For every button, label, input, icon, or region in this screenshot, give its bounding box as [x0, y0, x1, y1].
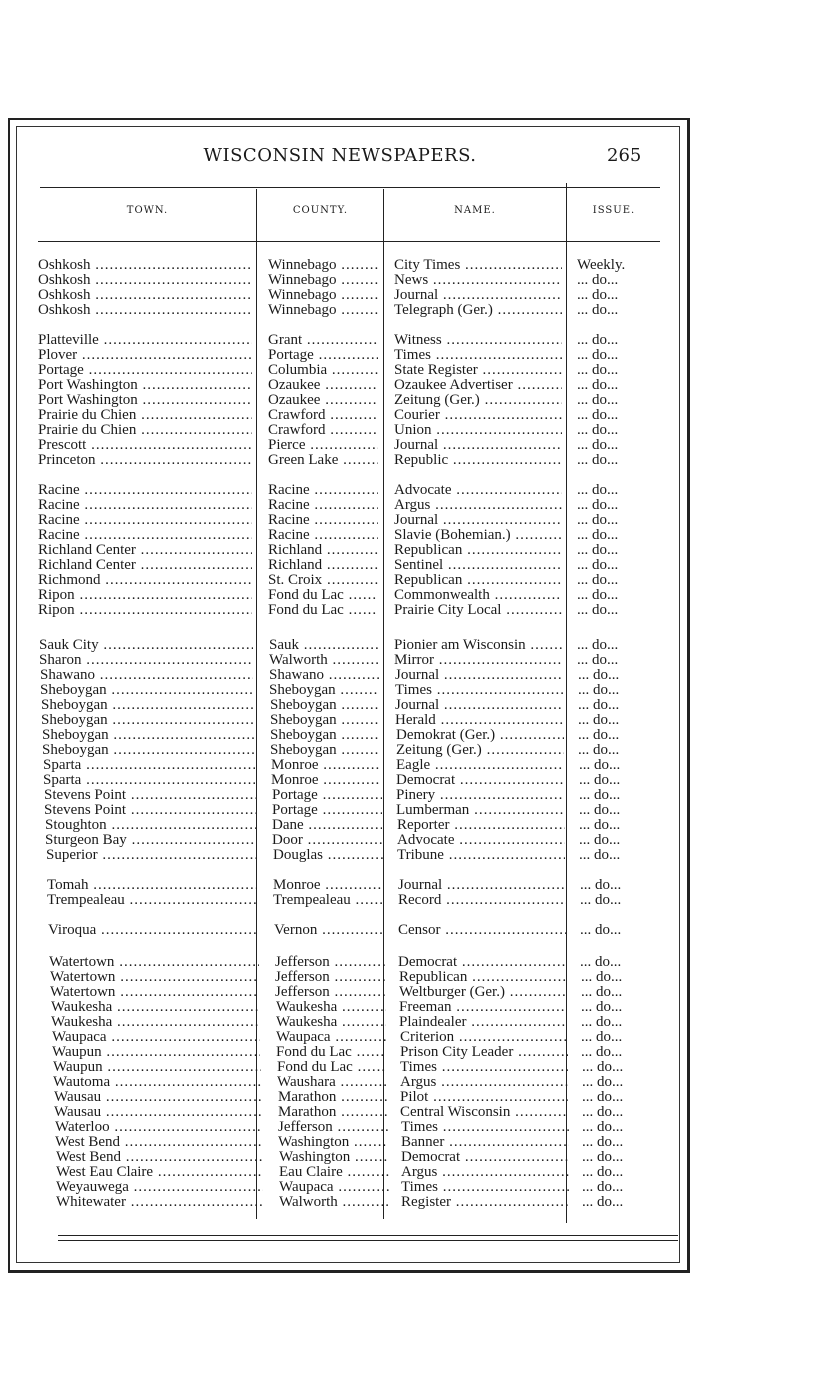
town-cell: Wausau ..... [54, 1090, 262, 1105]
table-row [0, 348, 680, 363]
county-cell: Crawford ..... [268, 408, 378, 423]
issue-cell: ... do... [582, 1165, 624, 1180]
name-cell: Freeman ..... [399, 1000, 567, 1015]
town-cell: Waukesha ..... [51, 1000, 260, 1015]
town-cell: Oshkosh ..... [38, 303, 252, 318]
name-cell: Plaindealer ..... [399, 1015, 567, 1030]
town-cell: Wausau ..... [54, 1105, 262, 1120]
name-cell: Journal ..... [398, 878, 566, 893]
footer-rule-top [58, 1235, 678, 1236]
name-cell: Slavie (Bohemian.) ..... [394, 528, 562, 543]
table-row [0, 743, 680, 758]
table-row [0, 303, 680, 318]
issue-cell: ... do... [581, 1015, 623, 1030]
name-cell: Advocate ..... [397, 833, 565, 848]
town-cell: Sheboygan ..... [41, 713, 254, 728]
county-cell: Waushara ..... [277, 1075, 387, 1090]
issue-cell: ... do... [581, 1045, 623, 1060]
issue-cell: ... do... [577, 528, 619, 543]
town-cell: Richland Center ..... [38, 543, 252, 558]
county-cell: Sheboygan ..... [270, 698, 380, 713]
county-cell: Monroe ..... [271, 758, 381, 773]
county-cell: Vernon ..... [274, 923, 384, 938]
town-cell: Sheboygan ..... [42, 743, 254, 758]
county-cell: Shawano ..... [269, 668, 379, 683]
table-row [0, 393, 680, 408]
issue-cell: ... do... [582, 1195, 624, 1210]
name-cell: Eagle ..... [396, 758, 564, 773]
town-cell: Stoughton ..... [45, 818, 256, 833]
footer-rule-bottom [58, 1240, 678, 1241]
name-cell: Central Wisconsin ..... [400, 1105, 568, 1120]
table-row [0, 1060, 680, 1075]
county-cell: Fond du Lac ..... [277, 1060, 387, 1075]
county-cell: Ozaukee ..... [268, 393, 378, 408]
name-cell: Tribune ..... [397, 848, 565, 863]
name-cell: Prison City Leader ..... [400, 1045, 568, 1060]
town-cell: Stevens Point ..... [44, 788, 256, 803]
county-cell: Racine ..... [268, 498, 378, 513]
table-row [0, 378, 680, 393]
page-title: WISCONSIN NEWSPAPERS. [203, 145, 477, 166]
table-row [0, 653, 680, 668]
county-cell: Winnebago ..... [268, 288, 378, 303]
county-cell: Green Lake ..... [268, 453, 378, 468]
town-cell: Prairie du Chien ..... [38, 423, 252, 438]
issue-cell: ... do... [577, 588, 619, 603]
table-row [0, 1090, 680, 1105]
issue-cell: ... do... [577, 453, 619, 468]
issue-cell: ... do... [580, 955, 622, 970]
name-cell: Times ..... [401, 1180, 569, 1195]
town-cell: Ripon ..... [38, 603, 252, 618]
county-cell: Jefferson ..... [278, 1120, 388, 1135]
issue-cell: ... do... [577, 288, 619, 303]
table-row [0, 985, 680, 1000]
town-cell: Ripon ..... [38, 588, 252, 603]
town-cell: Port Washington ..... [38, 378, 252, 393]
table-row [0, 773, 680, 788]
column-header-name: NAME. [454, 205, 496, 216]
name-cell: Zeitung (Ger.) ..... [394, 393, 562, 408]
county-cell: Marathon ..... [278, 1105, 388, 1120]
name-cell: Demokrat (Ger.) ..... [396, 728, 564, 743]
issue-cell: ... do... [577, 393, 619, 408]
county-cell: Douglas ..... [273, 848, 383, 863]
county-cell: Winnebago ..... [268, 258, 378, 273]
table-row [0, 1000, 680, 1015]
table-row [0, 698, 680, 713]
county-cell: Trempealeau ..... [273, 893, 383, 908]
name-cell: Times ..... [394, 348, 562, 363]
issue-cell: ... do... [582, 1135, 624, 1150]
county-cell: Racine ..... [268, 483, 378, 498]
table-row [0, 408, 680, 423]
town-cell: Racine ..... [38, 528, 252, 543]
table-row [0, 483, 680, 498]
table-row [0, 588, 680, 603]
county-cell: Racine ..... [268, 528, 378, 543]
name-cell: Weltburger (Ger.) ..... [399, 985, 567, 1000]
table-row [0, 638, 680, 653]
issue-cell: ... do... [582, 1150, 624, 1165]
town-cell: Viroqua ..... [48, 923, 258, 938]
table-row [0, 1030, 680, 1045]
county-cell: Richland ..... [268, 558, 378, 573]
table-row [0, 893, 680, 908]
county-cell: Grant ..... [268, 333, 378, 348]
town-cell: Waterloo ..... [55, 1120, 262, 1135]
name-cell: Republic ..... [394, 453, 562, 468]
name-cell: Times ..... [400, 1060, 568, 1075]
name-cell: Times ..... [401, 1120, 569, 1135]
table-row [0, 758, 680, 773]
county-cell: Sheboygan ..... [270, 713, 380, 728]
issue-cell: ... do... [582, 1180, 624, 1195]
issue-cell: ... do... [579, 848, 621, 863]
table-row [0, 923, 680, 938]
issue-cell: ... do... [577, 363, 619, 378]
town-cell: Princeton ..... [38, 453, 252, 468]
name-cell: Register ..... [401, 1195, 569, 1210]
name-cell: Record ..... [398, 893, 566, 908]
town-cell: Racine ..... [38, 483, 252, 498]
issue-cell: ... do... [579, 758, 621, 773]
name-cell: Journal ..... [394, 288, 562, 303]
table-row [0, 558, 680, 573]
town-cell: Superior ..... [46, 848, 257, 863]
town-cell: Waukesha ..... [51, 1015, 260, 1030]
table-row [0, 438, 680, 453]
town-cell: Prairie du Chien ..... [38, 408, 252, 423]
issue-cell: ... do... [582, 1075, 624, 1090]
name-cell: Banner ..... [401, 1135, 569, 1150]
town-cell: Watertown ..... [50, 970, 259, 985]
name-cell: Journal ..... [394, 438, 562, 453]
town-cell: Wautoma ..... [53, 1075, 261, 1090]
town-cell: Racine ..... [38, 513, 252, 528]
issue-cell: ... do... [582, 1090, 624, 1105]
table-row [0, 498, 680, 513]
table-row [0, 1150, 680, 1165]
name-cell: Journal ..... [394, 513, 562, 528]
column-header-issue: ISSUE. [592, 205, 636, 216]
column-header-county: COUNTY. [292, 205, 349, 216]
town-cell: West Bend ..... [56, 1150, 263, 1165]
issue-cell: ... do... [577, 543, 619, 558]
table-row [0, 288, 680, 303]
town-cell: Sheboygan ..... [42, 728, 254, 743]
county-cell: Columbia ..... [268, 363, 378, 378]
name-cell: Ozaukee Advertiser ..... [394, 378, 562, 393]
issue-cell: ... do... [579, 773, 621, 788]
county-cell: Dane ..... [272, 818, 382, 833]
county-cell: Fond du Lac ..... [268, 588, 378, 603]
town-cell: Waupaca ..... [52, 1030, 260, 1045]
town-cell: Tomah ..... [47, 878, 257, 893]
name-cell: Mirror ..... [394, 653, 562, 668]
name-cell: Republican ..... [394, 573, 562, 588]
issue-cell: ... do... [577, 603, 619, 618]
name-cell: State Register ..... [394, 363, 562, 378]
name-cell: Criterion ..... [400, 1030, 568, 1045]
town-cell: West Bend ..... [55, 1135, 262, 1150]
town-cell: Port Washington ..... [38, 393, 252, 408]
table-row [0, 1075, 680, 1090]
town-cell: Oshkosh ..... [38, 288, 252, 303]
town-cell: Watertown ..... [50, 985, 259, 1000]
table-row [0, 878, 680, 893]
county-cell: Waupaca ..... [279, 1180, 389, 1195]
county-cell: Waukesha ..... [276, 1000, 386, 1015]
town-cell: Shawano ..... [40, 668, 253, 683]
town-cell: Waupun ..... [53, 1060, 261, 1075]
name-cell: Telegraph (Ger.) ..... [394, 303, 562, 318]
name-cell: Pionier am Wisconsin ..... [394, 638, 562, 653]
table-row [0, 528, 680, 543]
county-cell: Walworth ..... [279, 1195, 389, 1210]
county-cell: Ozaukee ..... [268, 378, 378, 393]
issue-cell: ... do... [578, 713, 620, 728]
town-cell: Plover ..... [38, 348, 252, 363]
town-cell: Whitewater ..... [56, 1195, 263, 1210]
name-cell: Argus ..... [394, 498, 562, 513]
table-row [0, 803, 680, 818]
county-cell: Monroe ..... [273, 878, 383, 893]
county-cell: Monroe ..... [271, 773, 381, 788]
table-row [0, 1105, 680, 1120]
county-cell: Walworth ..... [269, 653, 379, 668]
name-cell: Reporter ..... [397, 818, 565, 833]
county-cell: Crawford ..... [268, 423, 378, 438]
issue-cell: ... do... [582, 1120, 624, 1135]
county-cell: Waupaca ..... [276, 1030, 386, 1045]
county-cell: Winnebago ..... [268, 303, 378, 318]
table-row [0, 543, 680, 558]
name-cell: Prairie City Local ..... [394, 603, 562, 618]
town-cell: Stevens Point ..... [44, 803, 256, 818]
issue-cell: ... do... [577, 498, 619, 513]
issue-cell: ... do... [582, 1105, 624, 1120]
town-cell: Oshkosh ..... [38, 258, 252, 273]
issue-cell: ... do... [581, 985, 623, 1000]
issue-cell: ... do... [577, 653, 619, 668]
column-header-town: TOWN. [126, 205, 169, 216]
issue-cell: ... do... [578, 698, 620, 713]
town-cell: Racine ..... [38, 498, 252, 513]
table-row [0, 1120, 680, 1135]
table-row [0, 333, 680, 348]
county-cell: St. Croix ..... [268, 573, 378, 588]
name-cell: Commonwealth ..... [394, 588, 562, 603]
table-row [0, 603, 680, 618]
town-cell: Richmond ..... [38, 573, 252, 588]
county-cell: Washington ..... [279, 1150, 389, 1165]
name-cell: Witness ..... [394, 333, 562, 348]
county-cell: Jefferson ..... [275, 985, 385, 1000]
issue-cell: ... do... [577, 348, 619, 363]
issue-cell: ... do... [577, 573, 619, 588]
county-cell: Washington ..... [278, 1135, 388, 1150]
name-cell: Argus ..... [400, 1075, 568, 1090]
issue-cell: ... do... [577, 558, 619, 573]
county-cell: Waukesha ..... [276, 1015, 386, 1030]
name-cell: Democrat ..... [401, 1150, 569, 1165]
issue-cell: ... do... [580, 923, 622, 938]
name-cell: Sentinel ..... [394, 558, 562, 573]
table-row [0, 273, 680, 288]
issue-cell: ... do... [577, 273, 619, 288]
town-cell: Watertown ..... [49, 955, 259, 970]
table-row [0, 258, 680, 273]
issue-cell: ... do... [580, 893, 622, 908]
town-cell: Sheboygan ..... [41, 698, 254, 713]
town-cell: Sharon ..... [39, 653, 253, 668]
county-cell: Sheboygan ..... [270, 728, 380, 743]
issue-cell: ... do... [578, 668, 620, 683]
name-cell: Herald ..... [395, 713, 563, 728]
name-cell: Democrat ..... [396, 773, 564, 788]
table-row [0, 683, 680, 698]
county-cell: Winnebago ..... [268, 273, 378, 288]
name-cell: Times ..... [395, 683, 563, 698]
issue-cell: ... do... [577, 423, 619, 438]
town-cell: Sturgeon Bay ..... [45, 833, 256, 848]
name-cell: Advocate ..... [394, 483, 562, 498]
county-cell: Eau Claire ..... [279, 1165, 389, 1180]
town-cell: Richland Center ..... [38, 558, 252, 573]
town-cell: Sauk City ..... [39, 638, 253, 653]
issue-cell: ... do... [577, 303, 619, 318]
issue-cell: ... do... [581, 1000, 623, 1015]
name-cell: Republican ..... [394, 543, 562, 558]
town-cell: West Eau Claire ..... [56, 1165, 263, 1180]
table-row [0, 573, 680, 588]
issue-cell: ... do... [577, 408, 619, 423]
table-row [0, 423, 680, 438]
issue-cell: ... do... [580, 878, 622, 893]
town-cell: Sparta ..... [43, 773, 255, 788]
town-cell: Oshkosh ..... [38, 273, 252, 288]
county-cell: Marathon ..... [278, 1090, 388, 1105]
table-row [0, 728, 680, 743]
county-cell: Portage ..... [268, 348, 378, 363]
county-cell: Portage ..... [272, 803, 382, 818]
county-cell: Sauk ..... [269, 638, 379, 653]
table-row [0, 1195, 680, 1210]
table-row [0, 513, 680, 528]
table-row [0, 1045, 680, 1060]
town-cell: Sparta ..... [43, 758, 255, 773]
county-cell: Sheboygan ..... [270, 743, 380, 758]
table-row [0, 970, 680, 985]
name-cell: Union ..... [394, 423, 562, 438]
county-cell: Fond du Lac ..... [276, 1045, 386, 1060]
table-row [0, 363, 680, 378]
issue-cell: ... do... [577, 378, 619, 393]
table-row [0, 1180, 680, 1195]
town-cell: Portage ..... [38, 363, 252, 378]
table-row [0, 1015, 680, 1030]
name-cell: City Times ..... [394, 258, 562, 273]
issue-cell: ... do... [578, 728, 620, 743]
table-row [0, 713, 680, 728]
issue-cell: ... do... [577, 638, 619, 653]
name-cell: Courier ..... [394, 408, 562, 423]
town-cell: Prescott ..... [38, 438, 252, 453]
town-cell: Waupun ..... [52, 1045, 260, 1060]
town-cell: Sheboygan ..... [40, 683, 253, 698]
page-number: 265 [607, 145, 642, 166]
county-cell: Pierce ..... [268, 438, 378, 453]
name-cell: Lumberman ..... [396, 803, 564, 818]
town-cell: Platteville ..... [38, 333, 252, 348]
name-cell: Zeitung (Ger.) ..... [396, 743, 564, 758]
issue-cell: ... do... [579, 788, 621, 803]
table-row [0, 955, 680, 970]
table-row [0, 848, 680, 863]
issue-cell: ... do... [578, 743, 620, 758]
issue-cell: ... do... [578, 683, 620, 698]
name-cell: Journal ..... [395, 698, 563, 713]
issue-cell: ... do... [577, 438, 619, 453]
table-row [0, 453, 680, 468]
county-cell: Sheboygan ..... [269, 683, 379, 698]
name-cell: News ..... [394, 273, 562, 288]
name-cell: Journal ..... [395, 668, 563, 683]
issue-cell: ... do... [577, 483, 619, 498]
county-cell: Door ..... [272, 833, 382, 848]
issue-cell: ... do... [581, 970, 623, 985]
issue-cell: ... do... [579, 803, 621, 818]
town-cell: Trempealeau ..... [47, 893, 257, 908]
county-cell: Racine ..... [268, 513, 378, 528]
name-cell: Censor ..... [398, 923, 566, 938]
table-row [0, 818, 680, 833]
name-cell: Republican ..... [399, 970, 567, 985]
header-rule-top [40, 187, 660, 188]
issue-cell: ... do... [577, 513, 619, 528]
name-cell: Democrat ..... [398, 955, 566, 970]
county-cell: Richland ..... [268, 543, 378, 558]
table-row [0, 668, 680, 683]
county-cell: Jefferson ..... [275, 970, 385, 985]
table-row [0, 833, 680, 848]
name-cell: Argus ..... [401, 1165, 569, 1180]
table-row [0, 1165, 680, 1180]
county-cell: Jefferson ..... [275, 955, 385, 970]
issue-cell: Weekly. [577, 258, 626, 273]
table-row [0, 1135, 680, 1150]
name-cell: Pinery ..... [396, 788, 564, 803]
name-cell: Pilot ..... [400, 1090, 568, 1105]
county-cell: Fond du Lac ..... [268, 603, 378, 618]
county-cell: Portage ..... [272, 788, 382, 803]
issue-cell: ... do... [579, 818, 621, 833]
table-row [0, 788, 680, 803]
issue-cell: ... do... [579, 833, 621, 848]
town-cell: Weyauwega ..... [56, 1180, 263, 1195]
issue-cell: ... do... [582, 1060, 624, 1075]
issue-cell: ... do... [577, 333, 619, 348]
issue-cell: ... do... [581, 1030, 623, 1045]
